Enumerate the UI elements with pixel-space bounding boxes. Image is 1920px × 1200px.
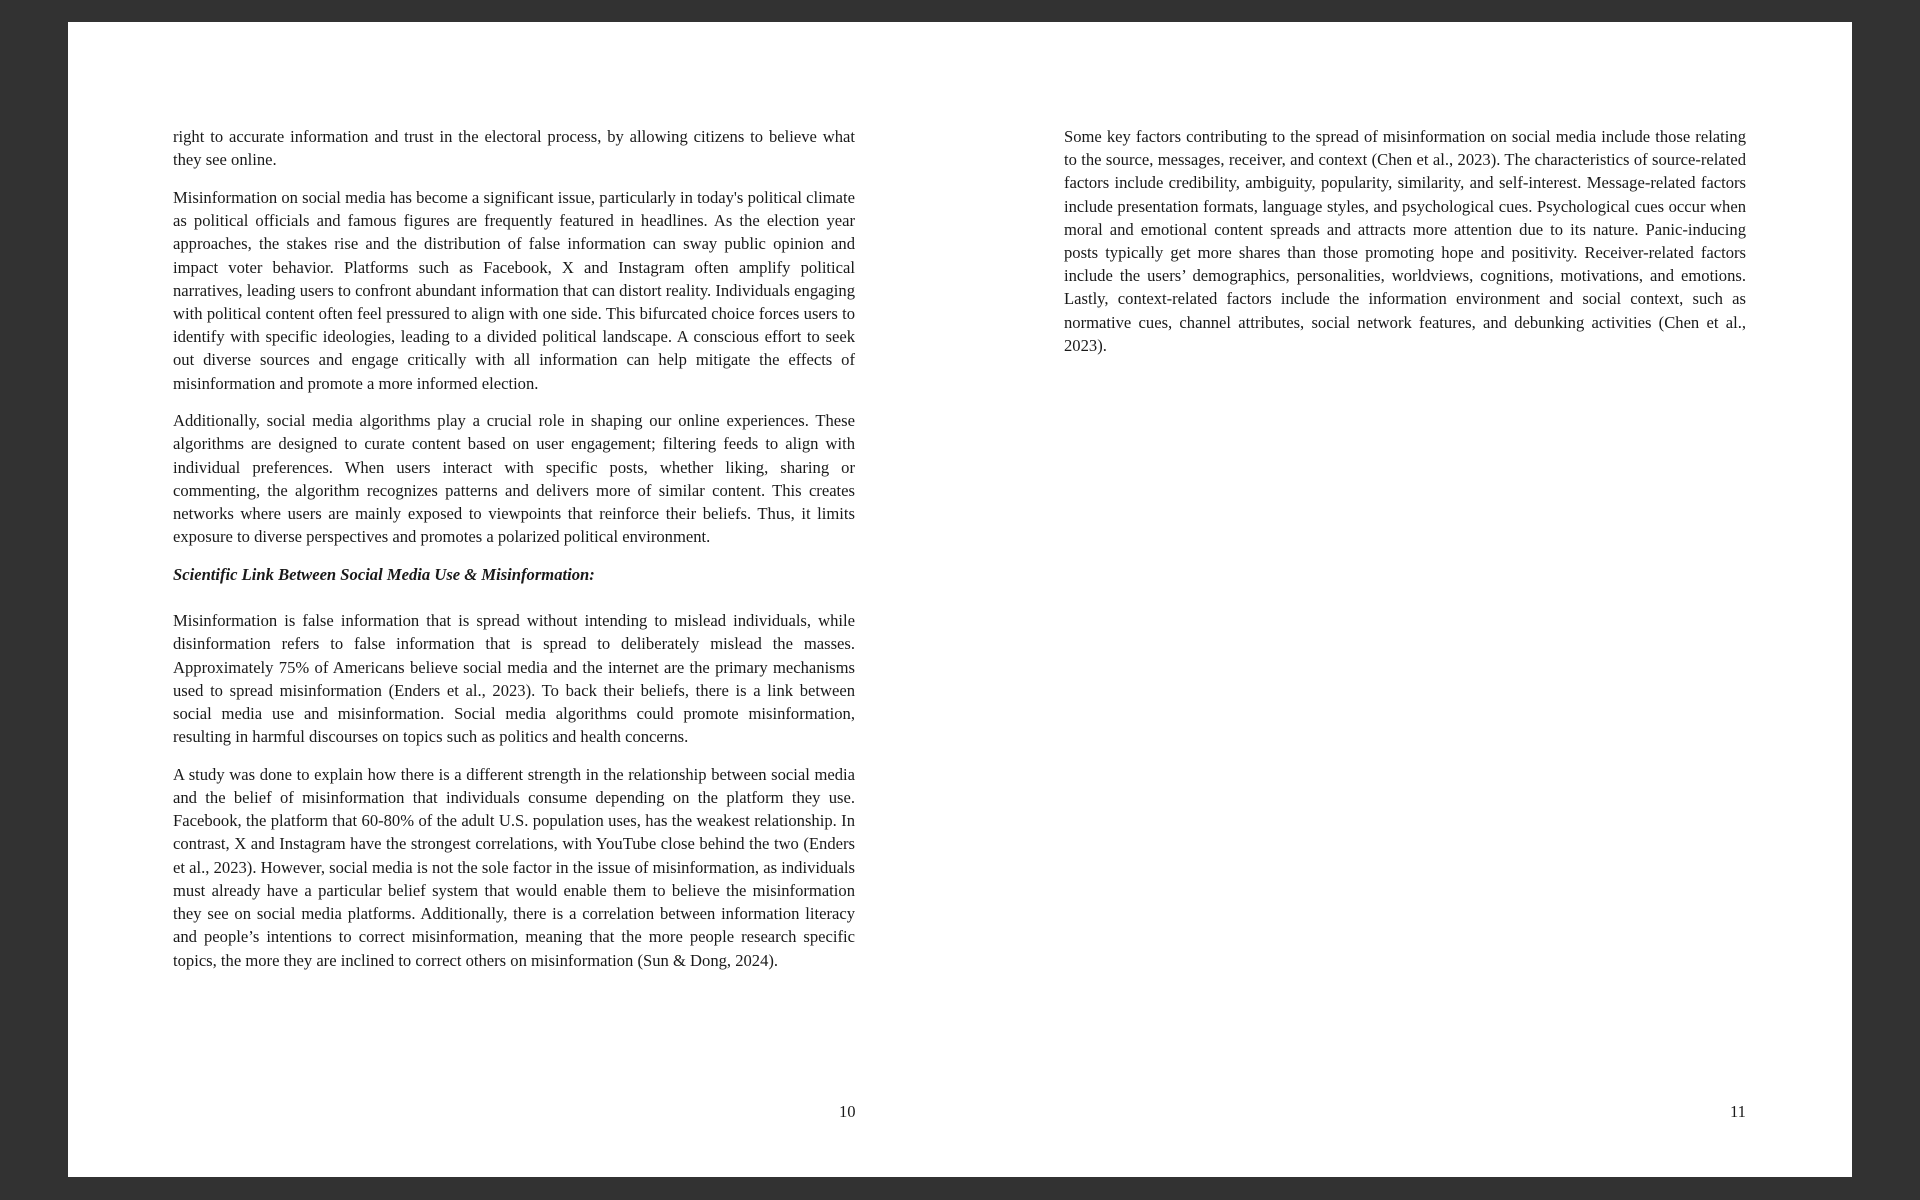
- left-paragraph-1: right to accurate information and trust in the electoral process, by allowing citizens to believe what they see online.: [173, 127, 855, 170]
- left-page-text-column: [173, 125, 855, 986]
- left-paragraph-5: A study was done to explain how there is a different strength in the relationship between social media and the belief of misinformation that individuals consume depending on the platform they use. Facebook, the platform that 60-80% of the adult U.S. population uses, has the weakest relationship. In contrast, X and Instagram have the strongest correlations, with YouTube close behind the two (Enders et al., 2023). However, social media is not the sole factor in the issue of misinformation, as individuals must already have a particular belief system that would enable them to believe the misinformation they see on social media platforms. Additionally, there is a correlation between information literacy and people’s intentions to correct misinformation, meaning that the more people research specific topics, the more they are inclined to correct others on misinformation (Sun & Dong, 2024).: [173, 764, 855, 970]
- left-paragraph-3: Additionally, social media algorithms play a crucial role in shaping our online experiences. These algorithms are designed to curate content based on user engagement; filtering feeds to align with individual preferences. When users interact with specific posts, whether liking, sharing or commenting, the algorithm recognizes patterns and delivers more of similar content. This creates networks where users are mainly exposed to viewpoints that reinforce their beliefs. Thus, it limits exposure to diverse perspectives and promotes a polarized political environment.: [173, 411, 855, 547]
- document-page-spread: [68, 22, 1852, 1177]
- right-page-text-column: [1064, 125, 1746, 372]
- right-paragraph-1: Some key factors contributing to the spread of misinformation on social media include those relating to the source, messages, receiver, and context (Chen et al., 2023). The characteristics of source-related factors include credibility, ambiguity, popularity, similarity, and self-interest. Message-related factors include presentation formats, language styles, and psychological cues. Psychological cues occur when moral and emotional content spreads and attracts more attention due to its nature. Panic-inducing posts typically get more shares than those promoting hope and positivity. Receiver-related factors include the users’ demographics, personalities, worldviews, cognitions, motivations, and emotions. Lastly, context-related factors include the information environment and social context, such as normative cues, channel attributes, social network features, and debunking activities (Chen et al., 2023).: [1064, 127, 1746, 355]
- right-page-number: 11: [1730, 1102, 1746, 1121]
- section-heading: Scientific Link Between Social Media Use & Misinformation:: [173, 564, 595, 584]
- left-paragraph-2: Misinformation on social media has become a significant issue, particularly in today's political climate as political officials and famous figures are frequently featured in headlines. As the election year approaches, the stakes rise and the distribution of false information can sway public opinion and impact voter behavior. Platforms such as Facebook, X and Instagram often amplify political narratives, leading users to confront abundant information that can distort reality. Individuals engaging with political content often feel pressured to align with one side. This bifurcated choice forces users to identify with specific ideologies, leading to a divided political landscape. A conscious effort to seek out diverse sources and engage critically with all information can help mitigate the effects of misinformation and promote a more informed election.: [173, 187, 855, 393]
- left-paragraph-4: Misinformation is false information that is spread without intending to mislead individuals, while disinformation refers to false information that is spread to deliberately mislead the masses. Approximately 75% of Americans believe social media and the internet are the primary mechanisms used to spread misinformation (Enders et al., 2023). To back their beliefs, there is a link between social media use and misinformation. Social media algorithms could promote misinformation, resulting in harmful discourses on topics such as politics and health concerns.: [173, 611, 855, 747]
- left-page-number: 10: [839, 1102, 856, 1121]
